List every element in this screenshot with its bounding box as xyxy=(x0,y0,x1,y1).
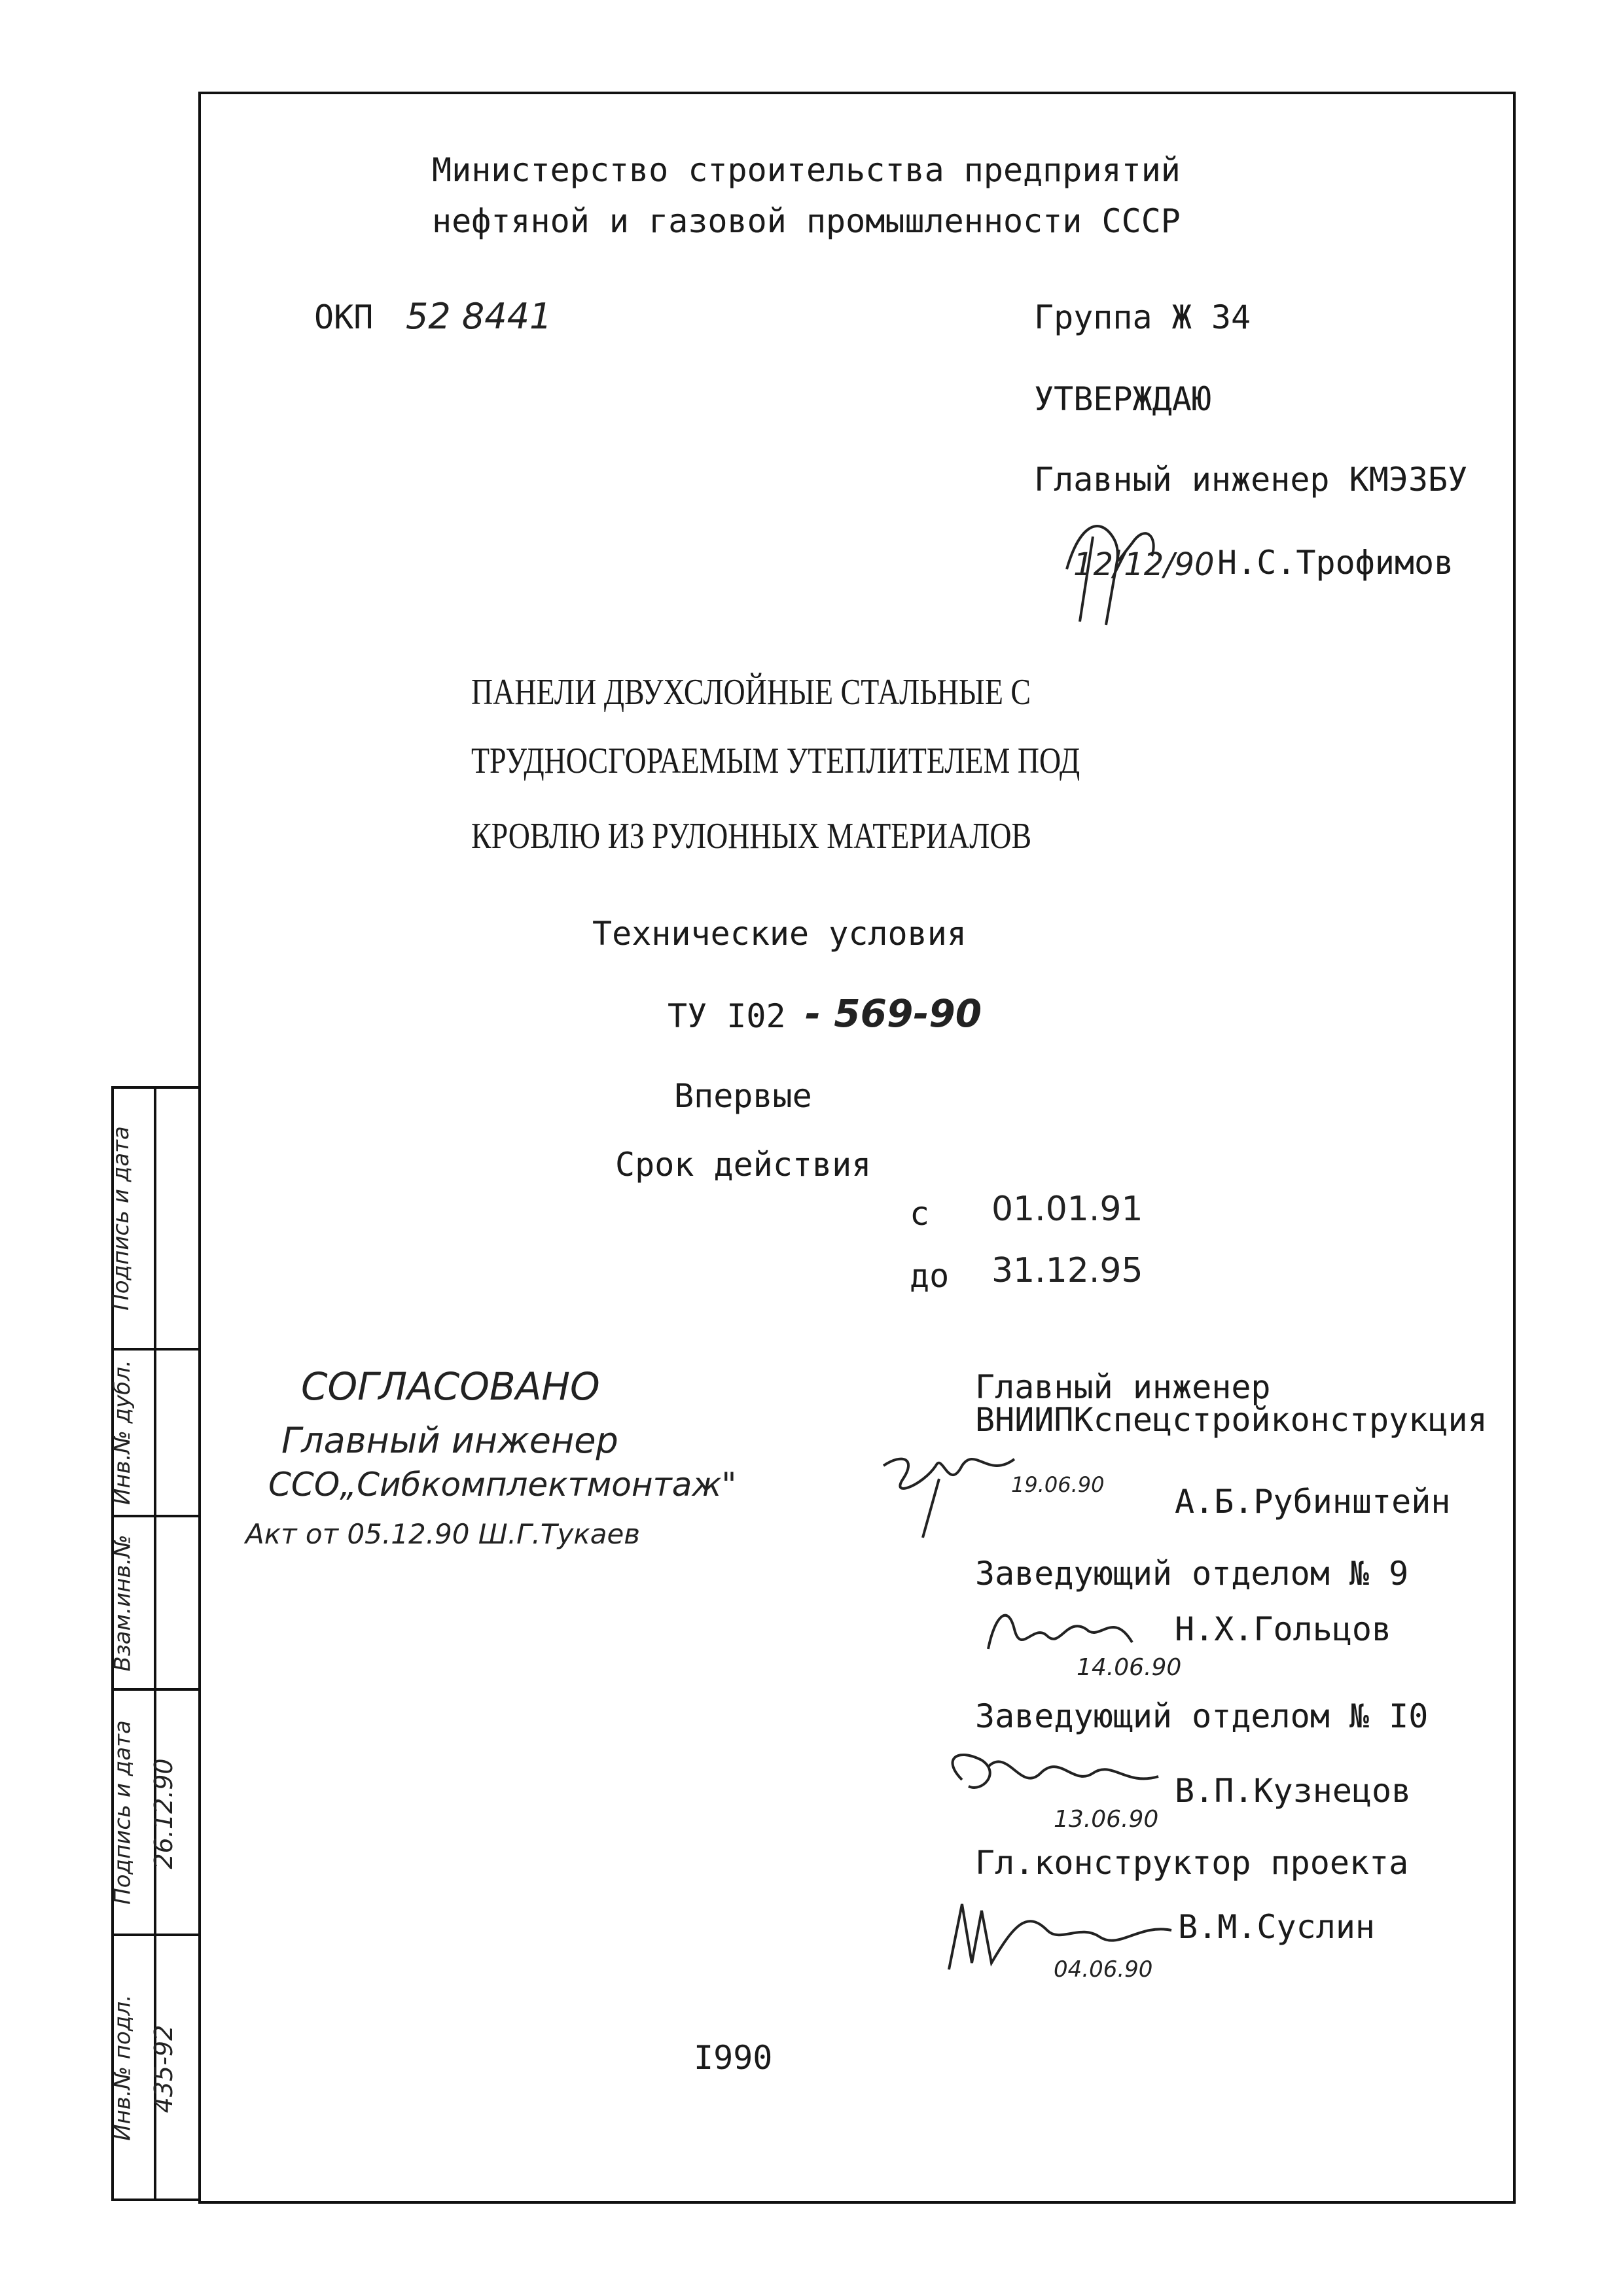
group-code: Группа Ж 34 xyxy=(1034,298,1251,336)
rubinstein-signature xyxy=(877,1439,1027,1544)
stamp-replace-inv: Взам.инв.№ xyxy=(109,1534,136,1672)
ministry-line-2: нефтяной и газовой промышленности СССР xyxy=(432,202,1181,240)
title-line-1: ПАНЕЛИ ДВУХСЛОЙНЫЕ СТАЛЬНЫЕ С xyxy=(471,672,1031,713)
valid-to-date: 31.12.95 xyxy=(991,1251,1143,1290)
document-subtitle: Технические условия xyxy=(592,915,967,953)
agreed-line-3: Акт от 05.12.90 Ш.Г.Тукаев xyxy=(245,1518,641,1550)
rubinstein-name: А.Б.Рубинштейн xyxy=(1175,1483,1451,1521)
valid-to-label: до xyxy=(910,1257,950,1295)
suslin-sign-date: 04.06.90 xyxy=(1054,1956,1153,1983)
tu-number: - 569-90 xyxy=(805,991,982,1036)
stamp-inv-dup: Инв.№ дубл. xyxy=(109,1360,135,1505)
stamp-inv-orig: Инв.№ подл. xyxy=(109,1994,136,2141)
title-line-3: КРОВЛЮ ИЗ РУЛОННЫХ МАТЕРИАЛОВ xyxy=(471,816,1032,857)
head-dept-9: Заведующий отделом № 9 xyxy=(975,1555,1409,1593)
valid-from-date: 01.01.91 xyxy=(991,1190,1143,1229)
ministry-line-1: Министерство строительства предприятий xyxy=(432,151,1181,189)
kuznetsov-sign-date: 13.06.90 xyxy=(1054,1806,1159,1833)
title-line-2: ТРУДНОСГОРАЕМЫМ УТЕПЛИТЕЛЕМ ПОД xyxy=(471,741,1080,781)
validity-label: Срок действия xyxy=(615,1146,872,1184)
agreed-line-2: ССО„Сибкомплектмонтаж" xyxy=(268,1466,737,1504)
chief-designer-label: Гл.конструктор проекта xyxy=(975,1844,1409,1882)
suslin-name: В.М.Суслин xyxy=(1178,1908,1376,1946)
goltsov-name: Н.Х.Гольцов xyxy=(1175,1610,1392,1648)
chief-engineer-label: Главный инженер xyxy=(975,1368,1271,1406)
publication-year: I990 xyxy=(694,2039,773,2077)
stamp-inv-value: 435-92 xyxy=(149,2024,178,2113)
valid-from-label: с xyxy=(910,1195,930,1233)
agreed-line-1: Главный инженер xyxy=(281,1420,618,1461)
rubinstein-sign-date: 19.06.90 xyxy=(1011,1472,1105,1497)
approver-position: Главный инженер КМЭЗБУ xyxy=(1034,461,1468,499)
approver-name: Н.С.Трофимов xyxy=(1217,544,1454,582)
okp-value: 52 8441 xyxy=(406,296,552,337)
approver-sign-date: 12/12/90 xyxy=(1073,546,1215,583)
stamp-sign-date-2: Подпись и дата xyxy=(109,1720,136,1905)
stamp-sign-date-1: Подпись и дата xyxy=(108,1126,134,1311)
tu-prefix: ТУ I02 xyxy=(668,997,786,1035)
goltsov-sign-date: 14.06.90 xyxy=(1077,1654,1182,1681)
kuznetsov-name: В.П.Кузнецов xyxy=(1175,1772,1412,1810)
first-edition: Впервые xyxy=(674,1077,812,1115)
stamp-sign-date-value: 26.12.90 xyxy=(149,1758,178,1869)
head-dept-10: Заведующий отделом № I0 xyxy=(975,1697,1429,1735)
okp-label: ОКП xyxy=(314,298,374,336)
agreed-heading: СОГЛАСОВАНО xyxy=(301,1364,600,1409)
organization-name: ВНИИПКспецстройконструкция xyxy=(975,1401,1488,1439)
approve-heading: УТВЕРЖДАЮ xyxy=(1034,380,1211,418)
